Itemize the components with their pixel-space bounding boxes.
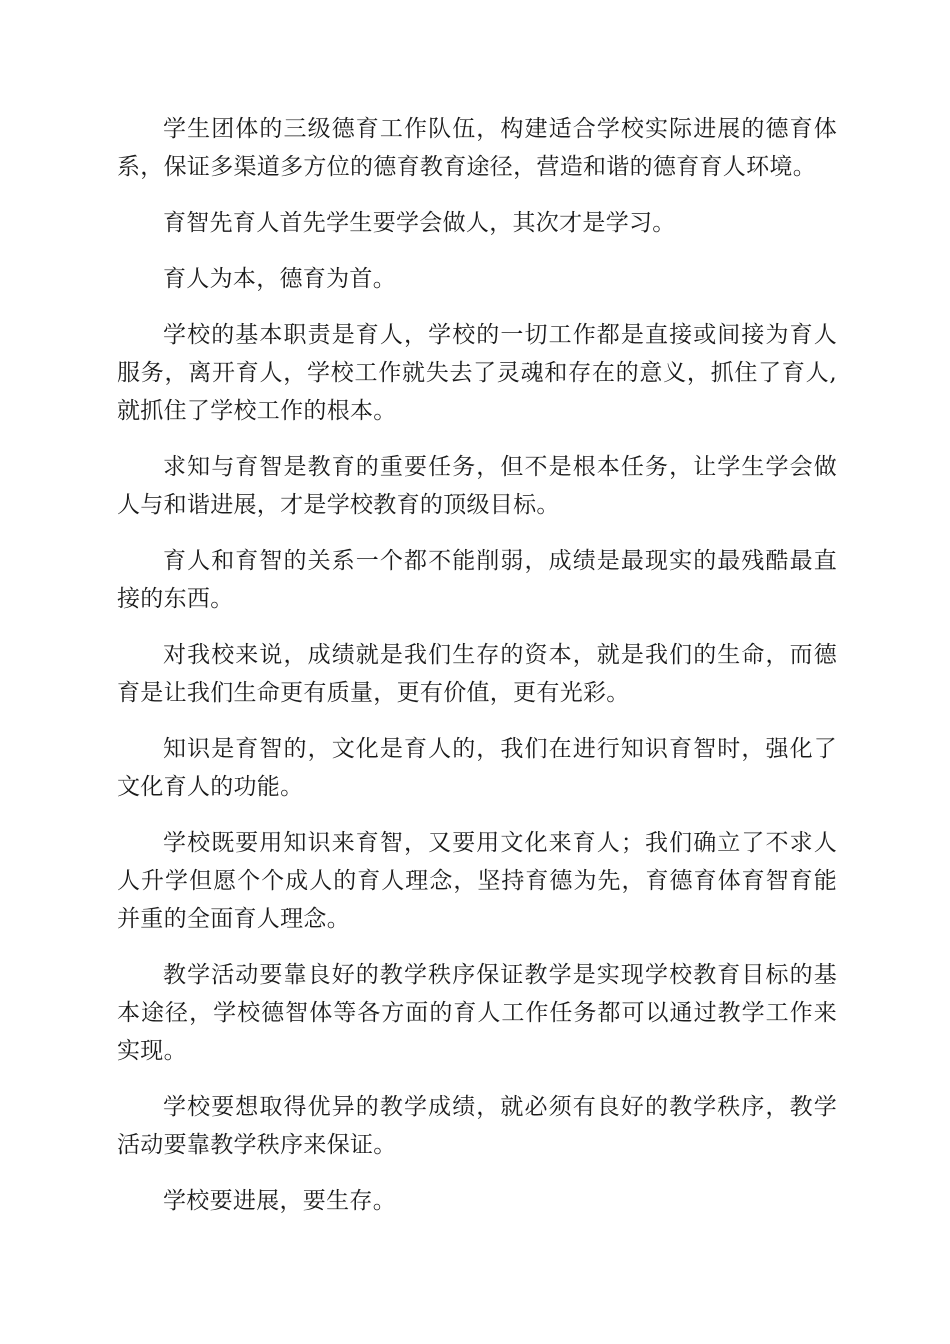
paragraph: 求知与育智是教育的重要任务，但不是根本任务，让学生学会做人与和谐进展，才是学校教育的顶级目标。	[117, 454, 837, 518]
paragraph: 知识是育智的，文化是育人的，我们在进行知识育智时，强化了文化育人的功能。	[117, 736, 837, 800]
paragraph: 学生团体的三级德育工作队伍，构建适合学校实际进展的德育体系，保证多渠道多方位的德育教育途径，营造和谐的德育育人环境。	[117, 116, 837, 180]
document-body	[117, 110, 837, 1238]
paragraph: 学校要想取得优异的教学成绩，就必须有良好的教学秩序，教学活动要靠教学秩序来保证。	[117, 1094, 837, 1158]
paragraph: 学校的基本职责是育人，学校的一切工作都是直接或间接为育人服务，离开育人，学校工作就失去了灵魂和存在的意义，抓住了育人,就抓住了学校工作的根本。	[117, 322, 837, 424]
paragraph: 学校要进展，要生存。	[163, 1188, 396, 1214]
paragraph: 学校既要用知识来育智，又要用文化来育人；我们确立了不求人人升学但愿个个成人的育人理念，坚持育德为先，育德育体育智育能并重的全面育人理念。	[117, 830, 837, 932]
paragraph: 育人和育智的关系一个都不能削弱，成绩是最现实的最残酷最直接的东西。	[117, 548, 837, 612]
paragraph: 育智先育人首先学生要学会做人，其次才是学习。	[163, 210, 676, 236]
paragraph: 育人为本，德育为首。	[163, 266, 396, 292]
paragraph: 对我校来说，成绩就是我们生存的资本，就是我们的生命，而德育是让我们生命更有质量，更有价值，更有光彩。	[117, 642, 837, 706]
paragraph: 教学活动要靠良好的教学秩序保证教学是实现学校教育目标的基本途径，学校德智体等各方面的育人工作任务都可以通过教学工作来实现。	[117, 962, 837, 1064]
